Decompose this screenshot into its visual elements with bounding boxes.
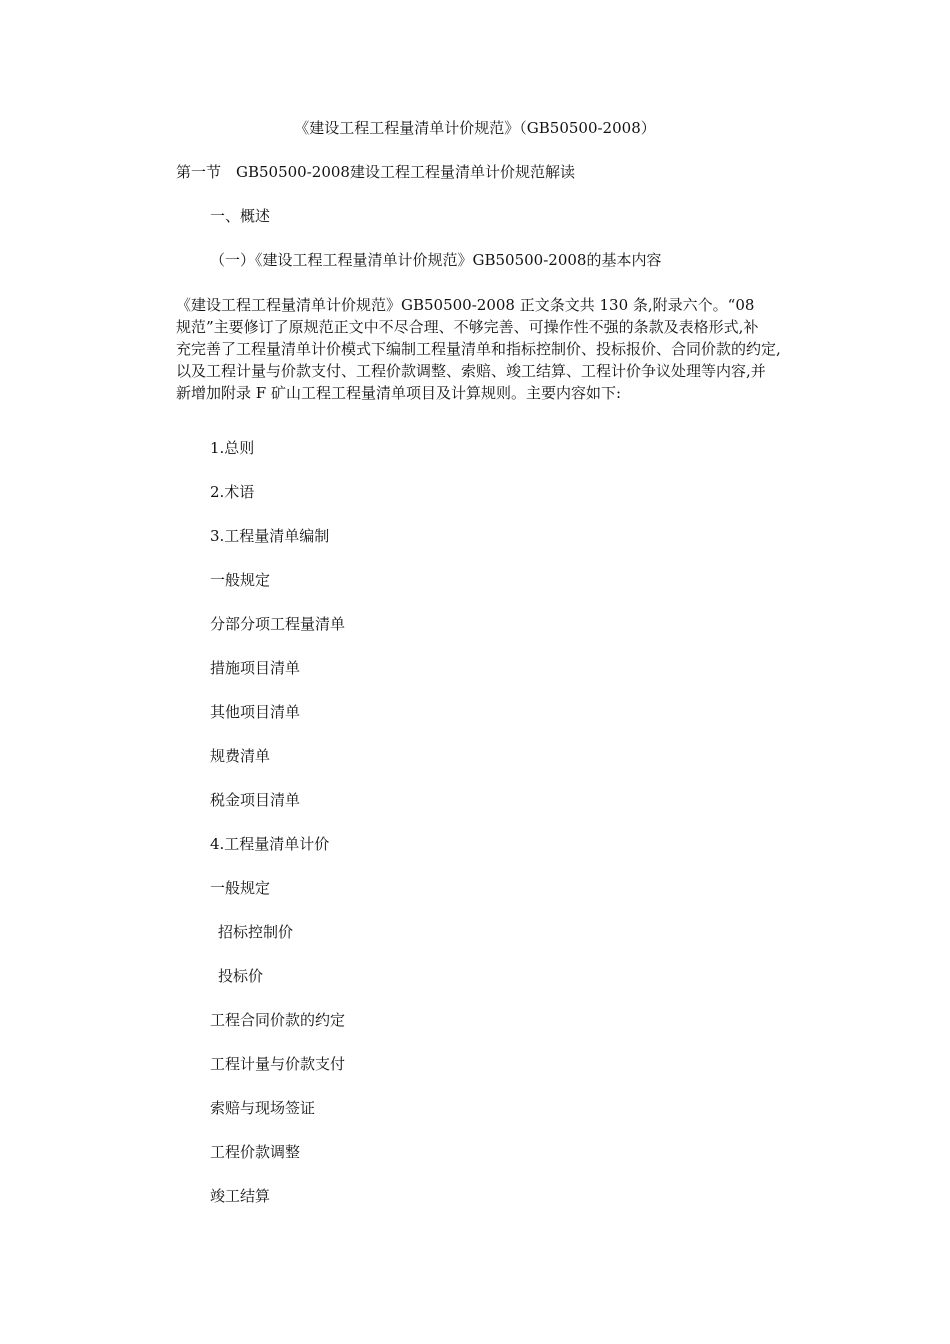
list-item: 一般规定 [210, 571, 271, 589]
list-item: 规费清单 [210, 747, 271, 765]
paragraph-line: 充完善了工程量清单计价模式下编制工程量清单和指标控制价、投标报价、合同价款的约定, [176, 340, 781, 358]
list-item: 其他项目清单 [210, 703, 301, 721]
list-item: 3.工程量清单编制 [210, 527, 330, 545]
list-item: 索赔与现场签证 [210, 1099, 316, 1117]
list-item: 工程价款调整 [210, 1143, 301, 1161]
subheading-overview: 一、概述 [210, 207, 271, 225]
paragraph-line: 规范”主要修订了原规范正文中不尽合理、不够完善、可操作性不强的条款及表格形式,补 [176, 318, 759, 336]
list-item: 竣工结算 [210, 1187, 271, 1205]
paragraph-line: 以及工程计量与价款支付、工程价款调整、索赔、竣工结算、工程计价争议处理等内容,并 [176, 362, 766, 380]
list-item: 投标价 [218, 967, 264, 985]
list-item: 1.总则 [210, 439, 255, 457]
document-title: 《建设工程工程量清单计价规范》（GB50500-2008） [294, 119, 656, 137]
list-item: 工程计量与价款支付 [210, 1055, 346, 1073]
list-item: 一般规定 [210, 879, 271, 897]
section-heading: 第一节 GB50500-2008建设工程工程量清单计价规范解读 [176, 163, 575, 181]
list-item: 招标控制价 [218, 923, 294, 941]
body-paragraph [176, 294, 816, 404]
paragraph-line: 《建设工程工程量清单计价规范》GB50500-2008 正文条文共 130 条,附录六个。“08 [176, 296, 755, 314]
paragraph-line: 新增加附录 F 矿山工程工程量清单项目及计算规则。主要内容如下: [176, 384, 622, 402]
subheading-basic-content: （一）《建设工程工程量清单计价规范》GB50500-2008的基本内容 [210, 251, 662, 269]
list-item: 措施项目清单 [210, 659, 301, 677]
list-item: 分部分项工程量清单 [210, 615, 346, 633]
list-item: 4.工程量清单计价 [210, 835, 330, 853]
list-item: 工程合同价款的约定 [210, 1011, 346, 1029]
list-item: 税金项目清单 [210, 791, 301, 809]
list-item: 2.术语 [210, 483, 255, 501]
